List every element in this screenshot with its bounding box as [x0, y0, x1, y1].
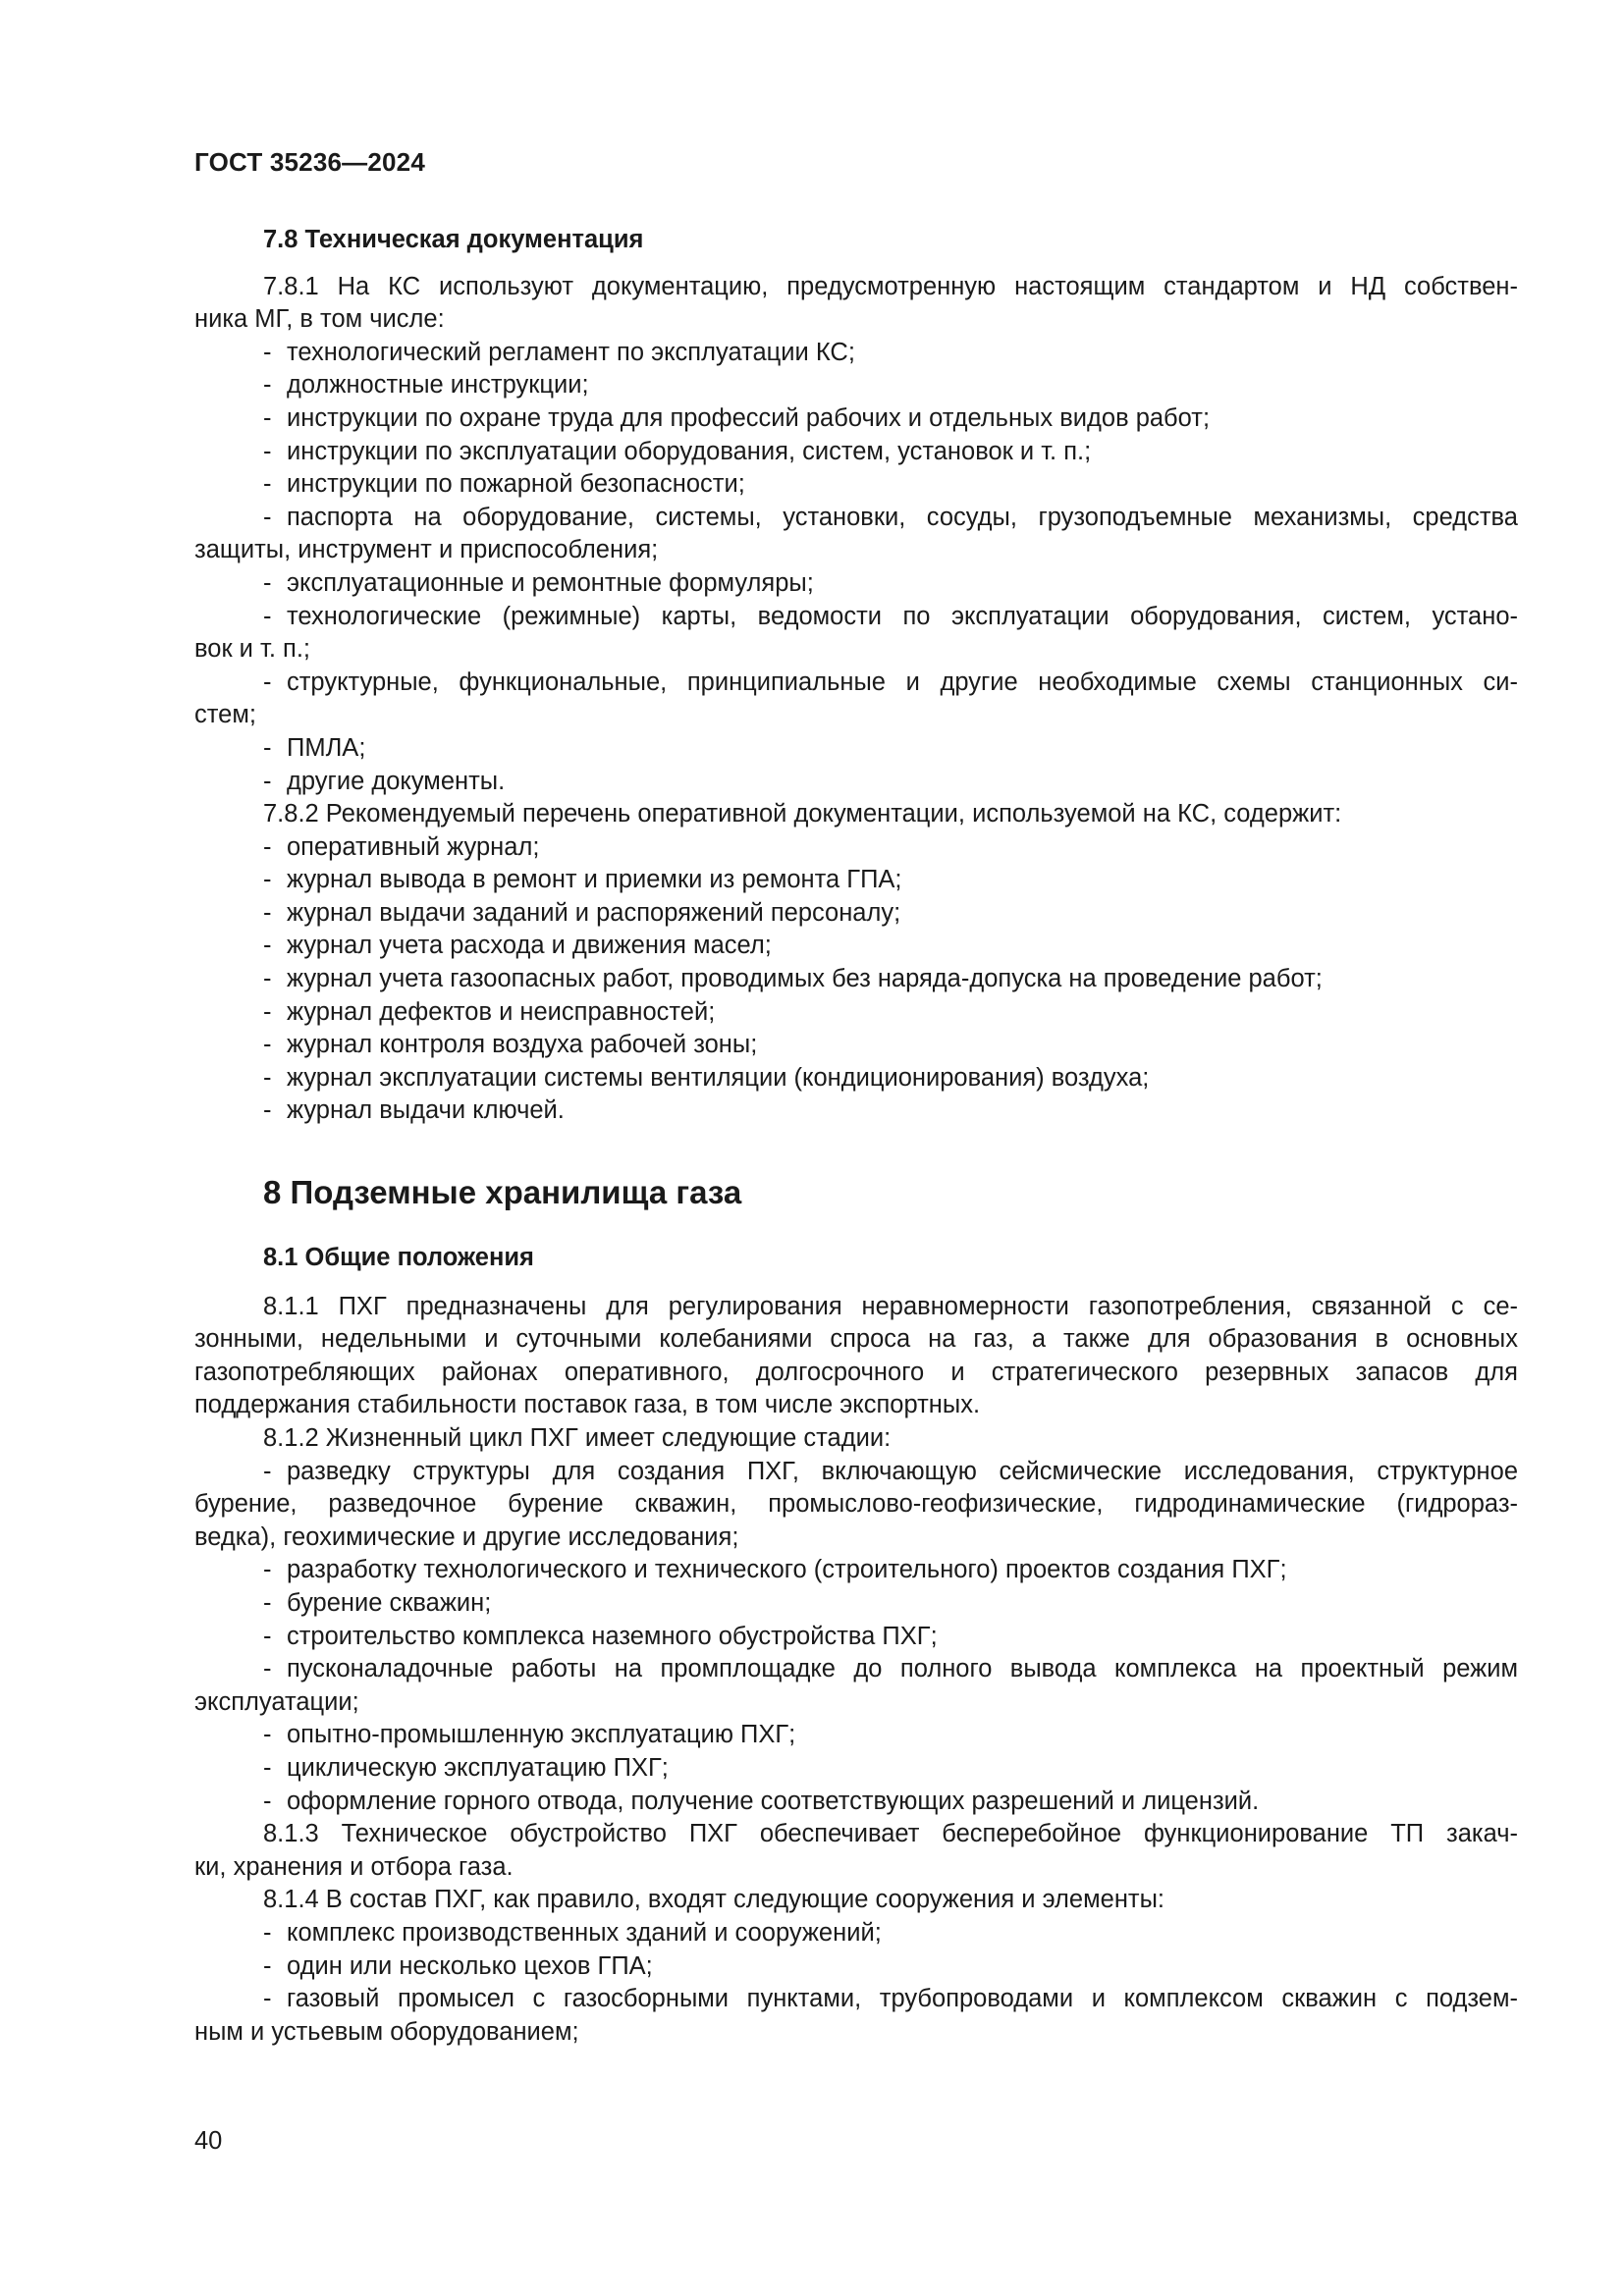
paragraph-8-1-1-line: газопотребляющих районах оперативного, долгосрочного и стратегического резервных запасов для — [194, 1358, 1518, 1386]
list-item: - технологический регламент по эксплуатации КС; — [263, 338, 855, 366]
list-item: - разработку технологического и технического (строительного) проектов создания ПХГ; — [263, 1556, 1287, 1584]
list-item: - структурные, функциональные, принципиальные и другие необходимые схемы станционных си- — [263, 667, 1518, 696]
list-item: - паспорта на оборудование, системы, установки, сосуды, грузоподъемные механизмы, средства — [263, 503, 1518, 531]
paragraph-8-1-4: 8.1.4 В состав ПХГ, как правило, входят следующие сооружения и элементы: — [263, 1886, 1164, 1914]
list-item: - журнал дефектов и неисправностей; — [263, 997, 716, 1026]
paragraph-8-1-1-line: 8.1.1 ПХГ предназначены для регулирования неравномерности газопотребления, связанной с се- — [263, 1292, 1518, 1320]
paragraph-8-1-3-line: 8.1.3 Техническое обустройство ПХГ обеспечивает бесперебойное функционирование ТП закач- — [263, 1820, 1518, 1848]
list-item-continuation: стем; — [194, 701, 256, 729]
list-item: - технологические (режимные) карты, ведомости по эксплуатации оборудования, систем, устано- — [263, 602, 1518, 630]
list-item: - комплекс производственных зданий и сооружений; — [263, 1918, 882, 1947]
list-item-continuation: ведка), геохимические и другие исследования; — [194, 1522, 739, 1551]
list-item-continuation: ным и устьевым оборудованием; — [194, 2017, 579, 2046]
list-item: - журнал выдачи ключей. — [263, 1096, 565, 1125]
list-item: - оформление горного отвода, получение соответствующих разрешений и лицензий. — [263, 1787, 1260, 1815]
list-item: - журнал контроля воздуха рабочей зоны; — [263, 1031, 758, 1059]
list-item: - инструкции по охране труда для профессий рабочих и отдельных видов работ; — [263, 403, 1211, 432]
list-item: - газовый промысел с газосборными пунктами, трубопроводами и комплексом скважин с подзем- — [263, 1985, 1518, 2013]
list-item-continuation: защиты, инструмент и приспособления; — [194, 536, 659, 564]
list-item: - строительство комплекса наземного обустройства ПХГ; — [263, 1622, 938, 1650]
list-item: - инструкции по эксплуатации оборудования, систем, установок и т. п.; — [263, 437, 1092, 465]
paragraph-8-1-2: 8.1.2 Жизненный цикл ПХГ имеет следующие стадии: — [263, 1424, 892, 1452]
section-8-1-title: 8.1 Общие положения — [263, 1244, 534, 1272]
list-item: - опытно-промышленную эксплуатацию ПХГ; — [263, 1721, 796, 1749]
list-item: - журнал вывода в ремонт и приемки из ремонта ГПА; — [263, 866, 902, 894]
page-number: 40 — [194, 2127, 223, 2155]
list-item: - разведку структуры для создания ПХГ, включающую сейсмические исследования, структурное — [263, 1457, 1518, 1485]
document-header: ГОСТ 35236—2024 — [194, 147, 425, 177]
paragraph-7-8-1-line: 7.8.1 На КС используют документацию, предусмотренную настоящим стандартом и НД собствен- — [263, 272, 1518, 300]
list-item: - эксплуатационные и ремонтные формуляры; — [263, 568, 814, 597]
list-item: - журнал выдачи заданий и распоряжений персоналу; — [263, 898, 901, 927]
list-item-continuation: бурение, разведочное бурение скважин, промыслово-геофизические, гидродинамические (гидрораз- — [194, 1490, 1518, 1519]
paragraph-7-8-1-line: ника МГ, в том числе: — [194, 305, 445, 334]
paragraph-8-1-1-line: поддержания стабильности поставок газа, в том числе экспортных. — [194, 1391, 981, 1419]
page-content — [194, 224, 1518, 2049]
list-item-continuation: эксплуатации; — [194, 1687, 359, 1716]
paragraph-8-1-1-line: зонными, недельными и суточными колебаниями спроса на газ, а также для образования в основных — [194, 1325, 1518, 1354]
list-item: - циклическую эксплуатацию ПХГ; — [263, 1753, 669, 1782]
section-7-8-title: 7.8 Техническая документация — [263, 226, 644, 253]
list-item-continuation: вок и т. п.; — [194, 635, 311, 664]
section-8-title: 8 Подземные хранилища газа — [263, 1174, 742, 1211]
list-item: - журнал учета расхода и движения масел; — [263, 932, 772, 960]
list-item: - должностные инструкции; — [263, 371, 589, 400]
list-item: - оперативный журнал; — [263, 832, 540, 861]
list-item: - журнал эксплуатации системы вентиляции (кондиционирования) воздуха; — [263, 1063, 1150, 1092]
list-item: - другие документы. — [263, 767, 506, 795]
list-item: - бурение скважин; — [263, 1588, 492, 1617]
list-item: - пусконаладочные работы на промплощадке до полного вывода комплекса на проектный режим — [263, 1655, 1518, 1683]
list-item: - журнал учета газоопасных работ, проводимых без наряда-допуска на проведение работ; — [263, 965, 1323, 993]
document-page — [194, 0, 1520, 2296]
list-item: - ПМЛА; — [263, 733, 366, 762]
paragraph-7-8-2: 7.8.2 Рекомендуемый перечень оперативной документации, используемой на КС, содержит: — [263, 800, 1342, 828]
list-item: - один или несколько цехов ГПА; — [263, 1951, 653, 1980]
paragraph-8-1-3-line: ки, хранения и отбора газа. — [194, 1852, 514, 1881]
list-item: - инструкции по пожарной безопасности; — [263, 470, 745, 499]
